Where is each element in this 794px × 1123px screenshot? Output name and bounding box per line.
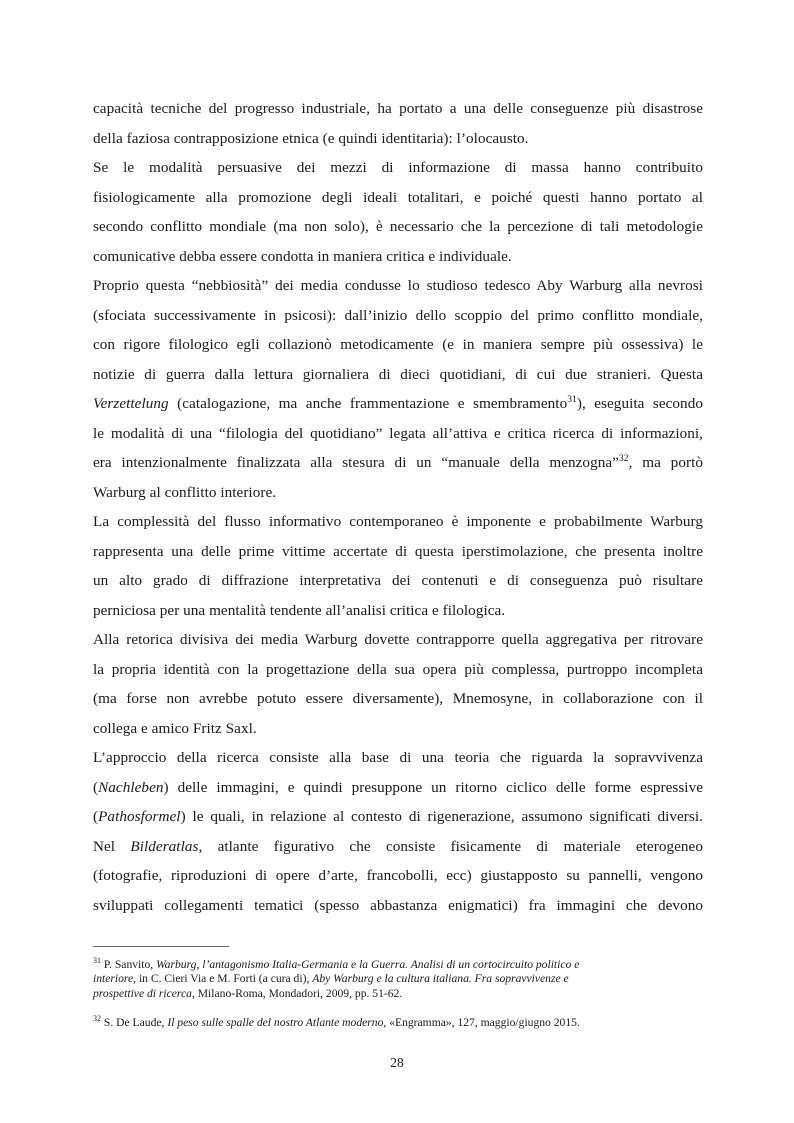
- body-line: [93, 94, 703, 124]
- line-text: era intenzionalmente finalizzata alla stesura di un “manuale della menzogna”: [93, 454, 619, 471]
- italic-term: Verzettelung: [93, 395, 169, 412]
- line-text: perniciosa per una mentalità tendente all’analisi critica e filologica.: [93, 601, 506, 619]
- body-line: [93, 802, 703, 832]
- body-line: [93, 625, 703, 655]
- body-line: [93, 360, 703, 390]
- line-text: fisiologicamente alla promozione degli ideali totalitari, e poiché questi hanno portato al: [93, 188, 703, 206]
- body-line: [93, 684, 703, 714]
- body-line: [93, 183, 703, 213]
- body-line: [93, 596, 703, 626]
- body-line: [93, 861, 703, 891]
- page-number: 28: [390, 1055, 404, 1070]
- line-suffix: , ma portò: [628, 454, 703, 471]
- line-text: Se le modalità persuasive dei mezzi di informazione di massa hanno contribuito: [93, 159, 703, 176]
- line-text: secondo conflitto mondiale (ma non solo), è necessario che la percezione di tali metodologie: [93, 218, 703, 235]
- line-text: (fotografie, riproduzioni di opere d’arte, francobolli, ecc) giustapposto su pannelli, vengono: [93, 867, 703, 884]
- line-text: Proprio questa “nebbiosità” dei media condusse lo studioso tedesco Aby Warburg alla nevrosi: [93, 277, 703, 294]
- footnote-text: P. Sanvito,: [101, 958, 157, 971]
- footnote-italic-text: interiore: [93, 972, 134, 986]
- footnote-text: , «Engramma», 127, maggio/giugno 2015.: [383, 1016, 580, 1030]
- body-line: [93, 124, 703, 154]
- line-text: ) le quali, in relazione al contesto di rigenerazione, assumono significati diversi.: [180, 808, 703, 825]
- line-text: La complessità del flusso informativo contemporaneo è imponente e probabilmente Warburg: [93, 513, 703, 530]
- footnote-italic-text: Warburg, l’antagonismo Italia-Germania e la Guerra. Analisi di un cortocircuito politico e: [156, 958, 580, 971]
- body-line: [93, 507, 703, 537]
- body-line: [93, 271, 703, 301]
- line-text: Alla retorica divisiva dei media Warburg dovette contrapporre quella aggregativa per ritrovare: [93, 631, 703, 648]
- line-text: con rigore filologico egli collazionò metodicamente (e in maniera sempre più ossessiva) le: [93, 336, 703, 353]
- body-line: [93, 153, 703, 183]
- footnote-32: [93, 1016, 705, 1030]
- body-text: [93, 94, 703, 920]
- italic-term: Bilderatlas: [130, 837, 199, 855]
- body-line: [93, 537, 703, 567]
- footnote-italic-text: prospettive di ricerca: [93, 986, 192, 1000]
- footnote-italic-text: Aby Warburg e la cultura italiana. Fra sopravvivenze e: [312, 972, 569, 986]
- footnote-line: [93, 958, 705, 972]
- footnote-line: [93, 972, 705, 986]
- body-line: [93, 743, 703, 773]
- body-line: [93, 655, 703, 685]
- body-line: [93, 448, 703, 478]
- body-line: [93, 301, 703, 331]
- body-line: [93, 832, 703, 862]
- body-line: [93, 891, 703, 921]
- line-text: rappresenta una delle prime vittime accertate di questa iperstimolazione, che presenta inoltre: [93, 542, 703, 560]
- footnotes: [93, 958, 705, 1031]
- body-line: [93, 566, 703, 596]
- footnote-number: 32: [93, 1014, 101, 1024]
- line-text: ) delle immagini, e quindi presuppone un ritorno ciclico delle forme espressive: [163, 778, 703, 796]
- footnote-text: , Milano-Roma, Mondadori, 2009, pp. 51-62.: [191, 986, 403, 1000]
- line-text: della faziosa contrapposizione etnica (e quindi identitaria): l’olocausto.: [93, 129, 529, 147]
- italic-term: Nachleben: [98, 778, 164, 796]
- footnote-text: , in C. Cieri Via e M. Forti (a cura di),: [133, 972, 313, 986]
- footnote-italic-text: Il peso sulle spalle del nostro Atlante moderno: [167, 1016, 384, 1030]
- line-text: (catalogazione, ma anche frammentazione e smembramento: [168, 395, 568, 412]
- line-text: L’approccio della ricerca consiste alla base di una teoria che riguarda la sopravvivenza: [93, 749, 703, 766]
- body-line: [93, 419, 703, 449]
- footnote-31: [93, 958, 705, 1001]
- body-line: [93, 242, 703, 272]
- line-prefix: (: [93, 778, 99, 796]
- line-text: la propria identità con la progettazione della sua opera più complessa, purtroppo incompleta: [93, 660, 703, 678]
- line-text: sviluppati collegamenti tematici (spesso abbastanza enigmatici) fra immagini che devono: [93, 896, 703, 914]
- line-text: collega e amico Fritz Saxl.: [93, 719, 257, 737]
- line-suffix: ), eseguita secondo: [576, 395, 703, 412]
- body-line: [93, 714, 703, 744]
- footnote-text: S. De Laude,: [101, 1016, 168, 1030]
- body-line: [93, 330, 703, 360]
- italic-term: Pathosformel: [98, 808, 181, 825]
- footnote-line: [93, 987, 705, 1001]
- line-text: (ma forse non avrebbe potuto essere diversamente), Mnemosyne, in collaborazione con il: [93, 690, 703, 707]
- line-text: Warburg al conflitto interiore.: [93, 483, 277, 501]
- line-text: le modalità di una “filologia del quotidiano” legata all’attiva e critica ricerca di informazioni,: [93, 424, 703, 442]
- footnote-number: 31: [93, 956, 101, 966]
- body-line: [93, 389, 703, 419]
- line-prefix: (: [93, 808, 99, 825]
- footnote-reference[interactable]: 32: [618, 453, 629, 464]
- line-text: , atlante figurativo che consiste fisicamente di materiale eterogeneo: [198, 837, 703, 855]
- footnote-reference[interactable]: 31: [567, 394, 577, 405]
- footnote-line: [93, 1016, 705, 1030]
- line-text: comunicative debba essere condotta in maniera critica e individuale.: [93, 247, 512, 265]
- line-prefix: Nel: [93, 837, 131, 855]
- line-text: un alto grado di diffrazione interpretativa dei contenuti e di conseguenza può risultare: [93, 572, 703, 589]
- line-text: (sfociata successivamente in psicosi): dall’inizio dello scoppio del primo conflitto mondiale,: [93, 306, 703, 324]
- body-line: [93, 478, 703, 508]
- body-line: [93, 773, 703, 803]
- line-text: capacità tecniche del progresso industriale, ha portato a una delle conseguenze più disastrose: [93, 100, 703, 117]
- body-line: [93, 212, 703, 242]
- footnote-separator: [93, 946, 229, 947]
- line-text: notizie di guerra dalla lettura giornaliera di dieci quotidiani, di cui due stranieri. Questa: [93, 365, 703, 383]
